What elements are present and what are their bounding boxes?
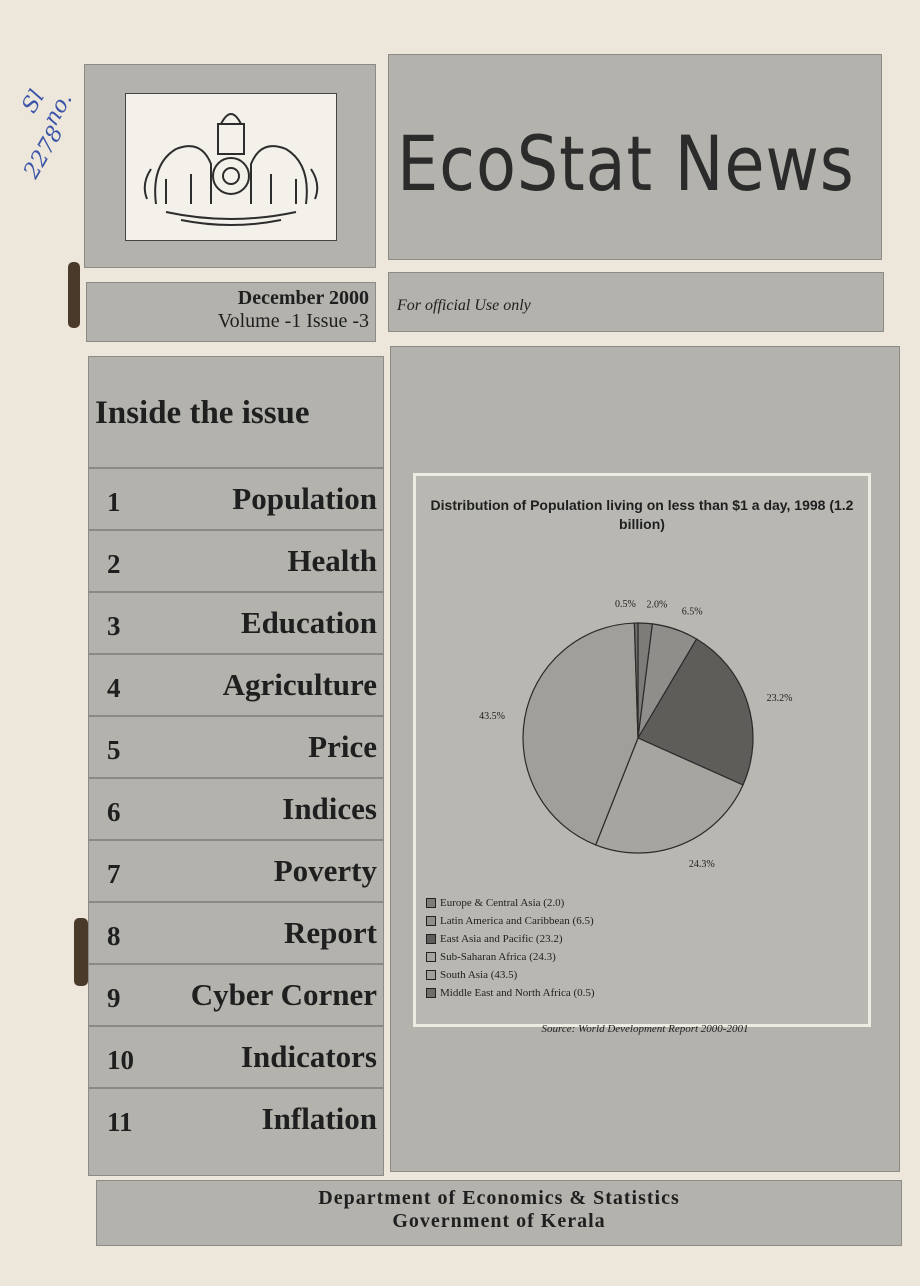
legend-item [426, 966, 595, 984]
legend-swatch [426, 988, 436, 998]
contents-item [89, 715, 383, 777]
contents-panel [88, 356, 384, 1176]
pie-slice-label: 2.0% [646, 599, 668, 611]
contents-item-label: Inflation [261, 1101, 377, 1136]
contents-item [89, 777, 383, 839]
contents-item-label: Report [284, 915, 377, 950]
publisher-government: Government of Kerala [392, 1210, 606, 1232]
legend-label: South Asia (43.5) [440, 969, 518, 981]
chart-title: Distribution of Population living on less than $1 a day, 1998 (1.2 billion) [430, 497, 854, 532]
contents-item [89, 591, 383, 653]
emblem-frame [125, 93, 337, 241]
pie-slice-label: 24.3% [688, 859, 715, 871]
issue-date: December 2000 [237, 287, 369, 309]
contents-item-number: 9 [107, 983, 121, 1013]
contents-item-label: Agriculture [222, 667, 377, 702]
binding-hole [68, 262, 80, 328]
contents-item [89, 467, 383, 529]
contents-item-number: 2 [107, 549, 121, 579]
contents-item [89, 653, 383, 715]
classification-panel [388, 272, 884, 332]
contents-item-label: Cyber Corner [190, 977, 377, 1012]
publisher-department: Department of Economics & Statistics [318, 1187, 680, 1209]
contents-item-label: Indicators [240, 1039, 377, 1074]
emblem-panel [84, 64, 376, 268]
legend-label: Europe & Central Asia (2.0) [440, 897, 565, 909]
contents-item-label: Indices [282, 791, 377, 826]
contents-item-label: Health [287, 543, 377, 578]
issue-info [86, 282, 376, 342]
binding-hole [74, 918, 88, 986]
handwritten-note-line1: Sl no. [17, 85, 78, 131]
publisher-footer [96, 1180, 902, 1246]
legend-label: Middle East and North Africa (0.5) [440, 987, 595, 999]
legend-item [426, 894, 595, 912]
publication-title: EcoStat News [397, 119, 855, 208]
pie-slice-label: 0.5% [615, 599, 636, 611]
contents-item-label: Population [232, 481, 377, 516]
contents-item [89, 1025, 383, 1087]
pie-slice-label: 43.5% [479, 710, 506, 722]
contents-item [89, 839, 383, 901]
legend-swatch [426, 970, 436, 980]
chart-source: Source: World Development Report 2000-2001 [541, 1023, 749, 1035]
issue-volume: Volume -1 Issue -3 [217, 310, 369, 332]
chart-legend [426, 894, 595, 1002]
contents-item-number: 3 [107, 611, 121, 641]
legend-swatch [426, 916, 436, 926]
classification-text: For official Use only [397, 297, 531, 314]
contents-item-number: 6 [107, 797, 121, 827]
legend-label: Sub-Saharan Africa (24.3) [440, 951, 556, 963]
pie-chart [413, 473, 871, 1027]
contents-item [89, 901, 383, 963]
contents-item-number: 1 [107, 487, 121, 517]
contents-item [89, 529, 383, 591]
contents-item [89, 1087, 383, 1149]
contents-item-number: 7 [107, 859, 121, 889]
masthead-panel [388, 54, 882, 260]
legend-swatch [426, 952, 436, 962]
contents-item-label: Poverty [273, 853, 377, 888]
legend-label: Latin America and Caribbean (6.5) [440, 915, 594, 927]
contents-item [89, 963, 383, 1025]
legend-label: East Asia and Pacific (23.2) [440, 933, 563, 945]
chart-panel [390, 346, 900, 1172]
contents-item-number: 8 [107, 921, 121, 951]
handwritten-note [8, 40, 78, 190]
contents-list [89, 467, 383, 1149]
contents-item-number: 11 [107, 1107, 133, 1137]
contents-item-number: 4 [107, 673, 121, 703]
contents-heading: Inside the issue [95, 395, 310, 431]
state-emblem-icon [126, 94, 336, 240]
legend-swatch [426, 934, 436, 944]
legend-item [426, 930, 595, 948]
legend-item [426, 948, 595, 966]
contents-item-number: 5 [107, 735, 121, 765]
contents-item-number: 10 [107, 1045, 134, 1075]
contents-item-label: Education [240, 605, 377, 640]
contents-item-label: Price [308, 729, 377, 764]
pie-slice-label: 23.2% [766, 693, 793, 705]
pie-slice-label: 6.5% [681, 606, 703, 618]
legend-item [426, 912, 595, 930]
legend-item [426, 984, 595, 1002]
handwritten-note-line2: 2278 [19, 122, 69, 183]
legend-swatch [426, 898, 436, 908]
